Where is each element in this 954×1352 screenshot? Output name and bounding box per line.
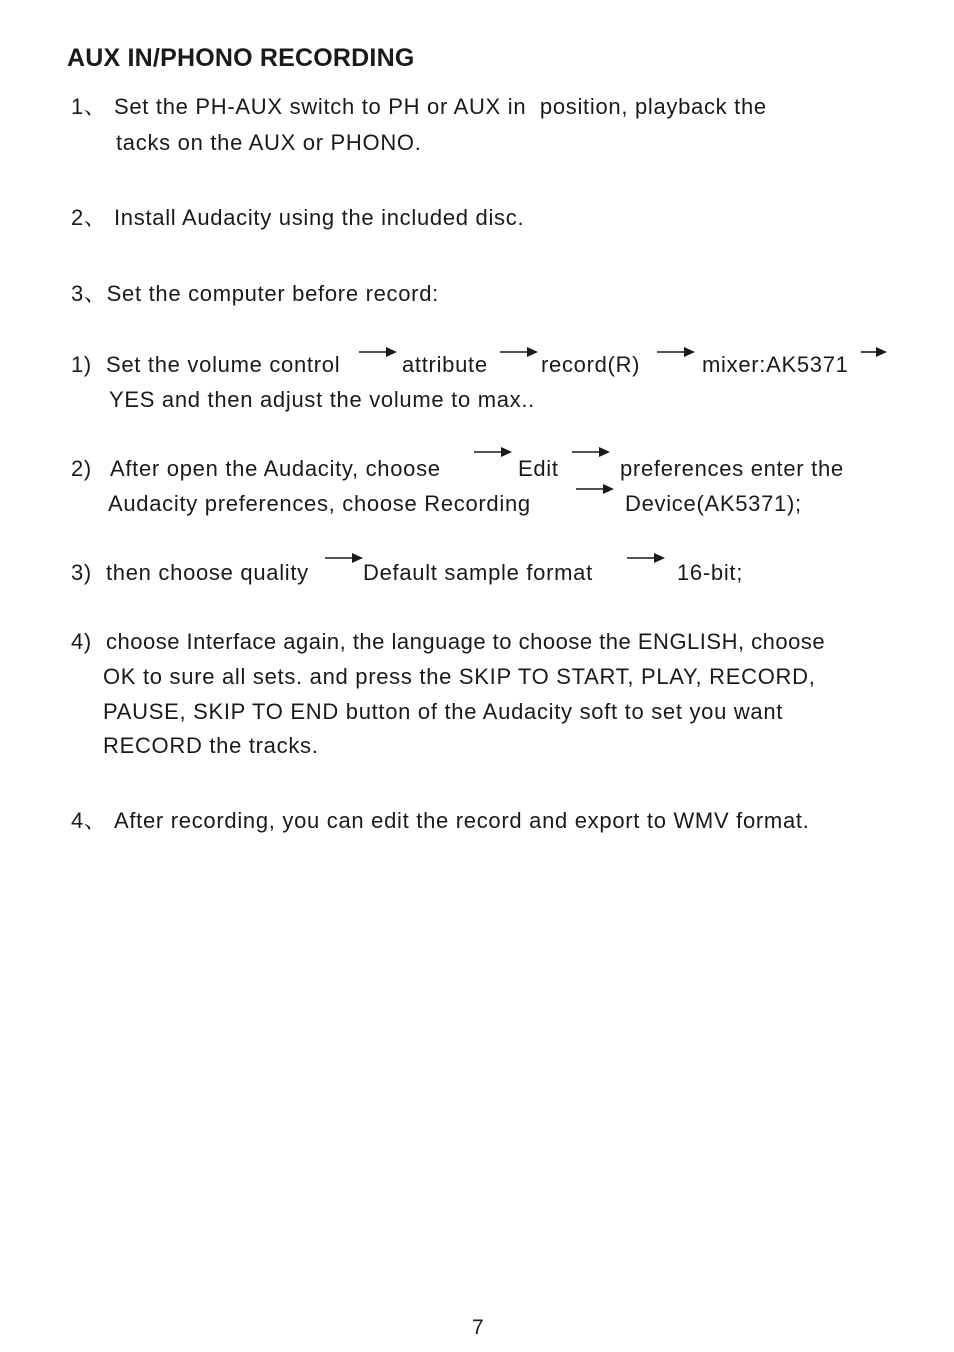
sub-3-number: 3) (71, 560, 92, 585)
right-arrow-icon (627, 552, 665, 564)
sub-3-part-b: Default sample format (363, 560, 593, 585)
step-3-text: 3、Set the computer before record: (71, 281, 439, 306)
sub-4-line-4: RECORD the tracks. (103, 733, 319, 758)
sub-4-line-3: PAUSE, SKIP TO END button of the Audacity soft to set you want (103, 699, 784, 724)
sub-1-line-2: YES and then adjust the volume to max.. (109, 387, 535, 412)
step-4-number: 4、 (71, 808, 107, 833)
sub-4-line-2: OK to sure all sets. and press the SKIP TO START, PLAY, RECORD, (103, 664, 816, 689)
right-arrow-icon (500, 346, 538, 358)
sub-2-part-b: Edit (518, 456, 559, 481)
right-arrow-icon (325, 552, 363, 564)
step-1-number: 1、 (71, 94, 107, 119)
step-1-line-2: tacks on the AUX or PHONO. (116, 130, 422, 155)
sub-3-part-a: then choose quality (106, 560, 309, 585)
sub-1-part-b: attribute (402, 352, 488, 377)
page-number: 7 (472, 1316, 484, 1339)
right-arrow-icon (359, 346, 397, 358)
sub-2-part-c: preferences enter the (620, 456, 844, 481)
sub-2-number: 2) (71, 456, 92, 481)
sub-2-part-e: Device(AK5371); (625, 491, 802, 516)
sub-2-part-a: After open the Audacity, choose (110, 456, 441, 481)
sub-4-number: 4) (71, 629, 92, 654)
sub-1-number: 1) (71, 352, 92, 377)
sub-4-line-1: choose Interface again, the language to choose the ENGLISH, choose (106, 629, 826, 654)
sub-2-part-d: Audacity preferences, choose Recording (108, 491, 531, 516)
step-2-text: Install Audacity using the included disc. (114, 205, 525, 230)
sub-1-part-c: record(R) (541, 352, 641, 377)
right-arrow-icon (572, 446, 610, 458)
right-arrow-icon (474, 446, 512, 458)
sub-3-part-c: 16-bit; (677, 560, 744, 585)
right-arrow-icon (657, 346, 695, 358)
page-title: AUX IN/PHONO RECORDING (67, 44, 415, 72)
sub-1-part-d: mixer:AK5371 (702, 352, 849, 377)
step-1-line-1: Set the PH-AUX switch to PH or AUX in position, playback the (114, 94, 767, 119)
sub-1-part-a: Set the volume control (106, 352, 341, 377)
right-arrow-icon (861, 346, 887, 358)
step-2-number: 2、 (71, 205, 107, 230)
step-4-text: After recording, you can edit the record and export to WMV format. (114, 808, 810, 833)
right-arrow-icon (576, 483, 614, 495)
